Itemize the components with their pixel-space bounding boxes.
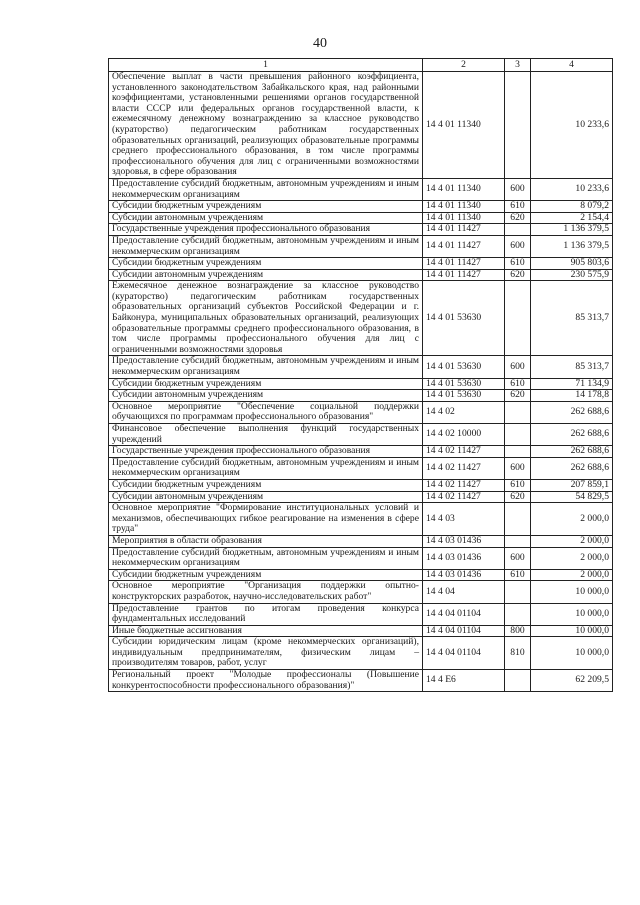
- row-expense-type: [505, 670, 531, 692]
- row-code: 14 4 03 01436: [423, 547, 505, 569]
- row-code: 14 4 01 11340: [423, 212, 505, 224]
- table-row: [109, 212, 613, 224]
- row-code: 14 4 01 11427: [423, 224, 505, 236]
- row-expense-type: [505, 224, 531, 236]
- row-amount: 2 000,0: [531, 535, 613, 547]
- row-amount: 10 000,0: [531, 581, 613, 603]
- row-expense-type: [505, 503, 531, 536]
- row-name: Основное мероприятие "Организация поддержки опытно-конструкторских разработок, научно-исследовательских работ": [109, 581, 423, 603]
- row-name: Субсидии бюджетным учреждениям: [109, 569, 423, 581]
- row-code: 14 4 01 53630: [423, 356, 505, 378]
- row-expense-type: [505, 603, 531, 625]
- row-name: Субсидии автономным учреждениям: [109, 269, 423, 281]
- row-name: Региональный проект "Молодые профессионалы (Повышение конкурентоспособности профессионального образования)": [109, 670, 423, 692]
- row-code: 14 4 Е6: [423, 670, 505, 692]
- row-amount: 905 803,6: [531, 258, 613, 270]
- row-name: Предоставление субсидий бюджетным, автономным учреждениям и иным некоммерческим организациям: [109, 547, 423, 569]
- row-amount: 62 209,5: [531, 670, 613, 692]
- row-expense-type: 810: [505, 637, 531, 670]
- header-col-2: 2: [423, 59, 505, 72]
- row-code: 14 4 01 11427: [423, 269, 505, 281]
- table-header-row: [109, 59, 613, 72]
- row-expense-type: 620: [505, 212, 531, 224]
- row-name: Субсидии автономным учреждениям: [109, 491, 423, 503]
- row-name: Мероприятия в области образования: [109, 535, 423, 547]
- page-number: 40: [313, 36, 327, 51]
- table-row: [109, 581, 613, 603]
- row-name: Субсидии бюджетным учреждениям: [109, 378, 423, 390]
- row-name: Предоставление субсидий бюджетным, автономным учреждениям и иным некоммерческим организациям: [109, 235, 423, 257]
- row-code: 14 4 02 11427: [423, 457, 505, 479]
- table-row: [109, 356, 613, 378]
- row-expense-type: 610: [505, 378, 531, 390]
- table-row: [109, 547, 613, 569]
- table-row: [109, 401, 613, 423]
- row-amount: 230 575,9: [531, 269, 613, 281]
- table-row: [109, 424, 613, 446]
- row-code: 14 4 01 11340: [423, 201, 505, 213]
- row-expense-type: 610: [505, 201, 531, 213]
- row-expense-type: [505, 581, 531, 603]
- row-code: 14 4 04 01104: [423, 625, 505, 637]
- header-col-4: 4: [531, 59, 613, 72]
- row-name: Финансовое обеспечение выполнения функций государственных учреждений: [109, 424, 423, 446]
- row-expense-type: 600: [505, 178, 531, 200]
- table-row: [109, 479, 613, 491]
- table-row: [109, 491, 613, 503]
- table-row: [109, 637, 613, 670]
- budget-table: [108, 58, 613, 692]
- row-amount: 14 178,8: [531, 390, 613, 402]
- table-row: [109, 569, 613, 581]
- row-expense-type: 610: [505, 479, 531, 491]
- row-name: Основное мероприятие "Обеспечение социальной поддержки обучающихся по программам профессионального образования": [109, 401, 423, 423]
- row-code: 14 4 01 11427: [423, 235, 505, 257]
- row-expense-type: 610: [505, 258, 531, 270]
- row-expense-type: [505, 72, 531, 179]
- row-code: 14 4 03: [423, 503, 505, 536]
- row-name: Субсидии автономным учреждениям: [109, 212, 423, 224]
- header-col-1: 1: [109, 59, 423, 72]
- row-amount: 10 000,0: [531, 625, 613, 637]
- row-amount: 10 000,0: [531, 603, 613, 625]
- row-name: Предоставление субсидий бюджетным, автономным учреждениям и иным некоммерческим организациям: [109, 356, 423, 378]
- row-code: 14 4 03 01436: [423, 569, 505, 581]
- row-amount: 54 829,5: [531, 491, 613, 503]
- row-expense-type: 600: [505, 457, 531, 479]
- row-name: Обеспечение выплат в части превышения районного коэффициента, установленного законодательством Забайкальского края, над районными коэффициентами, установленными решениями органов государственной власти СССР или федеральных органов государственной власти, к ежемесячному денежному вознаграждению за классное руководство (кураторство) педагогическим работникам государственных образовательных организаций, реализующих образовательные программы среднего профессионального образования, в том числе программы профессионального обучения для лиц с ограниченными возможностями здоровья, в сфере образования: [109, 72, 423, 179]
- table-row: [109, 281, 613, 356]
- row-amount: 85 313,7: [531, 281, 613, 356]
- row-code: 14 4 02 11427: [423, 491, 505, 503]
- row-code: 14 4 02 11427: [423, 479, 505, 491]
- row-name: Предоставление субсидий бюджетным, автономным учреждениям и иным некоммерческим организациям: [109, 457, 423, 479]
- row-code: 14 4 01 53630: [423, 281, 505, 356]
- row-expense-type: [505, 424, 531, 446]
- row-code: 14 4 03 01436: [423, 535, 505, 547]
- row-amount: 2 000,0: [531, 547, 613, 569]
- table-row: [109, 224, 613, 236]
- row-amount: 262 688,6: [531, 457, 613, 479]
- row-name: Субсидии бюджетным учреждениям: [109, 201, 423, 213]
- row-expense-type: [505, 535, 531, 547]
- row-expense-type: 600: [505, 356, 531, 378]
- row-code: 14 4 04 01104: [423, 637, 505, 670]
- row-amount: 262 688,6: [531, 424, 613, 446]
- row-amount: 71 134,9: [531, 378, 613, 390]
- row-code: 14 4 01 53630: [423, 378, 505, 390]
- row-amount: 207 859,1: [531, 479, 613, 491]
- row-amount: 8 079,2: [531, 201, 613, 213]
- table-row: [109, 378, 613, 390]
- row-amount: 1 136 379,5: [531, 235, 613, 257]
- row-code: 14 4 01 53630: [423, 390, 505, 402]
- row-amount: 10 000,0: [531, 637, 613, 670]
- row-amount: 262 688,6: [531, 446, 613, 458]
- row-expense-type: 610: [505, 569, 531, 581]
- row-name: Ежемесячное денежное вознаграждение за классное руководство (кураторство) педагогическим работникам государственных образовательных организаций субъектов Российской Федерации и г. Байконура, муниципальных образовательных организаций, реализующих образовательные программы среднего профессионального образования, в том числе программы профессионального обучения для лиц с ограниченными возможностями здоровья: [109, 281, 423, 356]
- row-name: Предоставление грантов по итогам проведения конкурса фундаментальных исследований: [109, 603, 423, 625]
- row-name: Субсидии бюджетным учреждениям: [109, 258, 423, 270]
- row-expense-type: [505, 401, 531, 423]
- row-name: Основное мероприятие "Формирование институциональных условий и механизмов, обеспечивающих гибкое реагирование на изменения в сфере труда": [109, 503, 423, 536]
- row-code: 14 4 02 11427: [423, 446, 505, 458]
- row-expense-type: 600: [505, 547, 531, 569]
- table-row: [109, 201, 613, 213]
- row-amount: 2 000,0: [531, 569, 613, 581]
- row-code: 14 4 04: [423, 581, 505, 603]
- row-name: Субсидии юридическим лицам (кроме некоммерческих организаций), индивидуальным предпринимателям, физическим лицам – производителям товаров, работ, услуг: [109, 637, 423, 670]
- row-expense-type: 600: [505, 235, 531, 257]
- row-name: Предоставление субсидий бюджетным, автономным учреждениям и иным некоммерческим организациям: [109, 178, 423, 200]
- table-row: [109, 503, 613, 536]
- row-expense-type: 620: [505, 390, 531, 402]
- row-amount: 2 000,0: [531, 503, 613, 536]
- row-amount: 262 688,6: [531, 401, 613, 423]
- table-row: [109, 625, 613, 637]
- row-name: Государственные учреждения профессионального образования: [109, 446, 423, 458]
- row-name: Государственные учреждения профессионального образования: [109, 224, 423, 236]
- table-row: [109, 178, 613, 200]
- row-amount: 85 313,7: [531, 356, 613, 378]
- row-code: 14 4 01 11427: [423, 258, 505, 270]
- table-row: [109, 457, 613, 479]
- row-name: Иные бюджетные ассигнования: [109, 625, 423, 637]
- table-row: [109, 235, 613, 257]
- table-row: [109, 603, 613, 625]
- row-expense-type: 800: [505, 625, 531, 637]
- row-name: Субсидии автономным учреждениям: [109, 390, 423, 402]
- row-code: 14 4 01 11340: [423, 178, 505, 200]
- row-code: 14 4 02 10000: [423, 424, 505, 446]
- row-expense-type: [505, 446, 531, 458]
- row-amount: 10 233,6: [531, 178, 613, 200]
- row-amount: 1 136 379,5: [531, 224, 613, 236]
- row-expense-type: [505, 281, 531, 356]
- row-expense-type: 620: [505, 491, 531, 503]
- table-row: [109, 390, 613, 402]
- table-row: [109, 535, 613, 547]
- row-code: 14 4 04 01104: [423, 603, 505, 625]
- table-row: [109, 446, 613, 458]
- table-row: [109, 269, 613, 281]
- row-expense-type: 620: [505, 269, 531, 281]
- row-amount: 2 154,4: [531, 212, 613, 224]
- row-name: Субсидии бюджетным учреждениям: [109, 479, 423, 491]
- table-row: [109, 258, 613, 270]
- table-row: [109, 72, 613, 179]
- row-amount: 10 233,6: [531, 72, 613, 179]
- row-code: 14 4 01 11340: [423, 72, 505, 179]
- row-code: 14 4 02: [423, 401, 505, 423]
- header-col-3: 3: [505, 59, 531, 72]
- table-row: [109, 670, 613, 692]
